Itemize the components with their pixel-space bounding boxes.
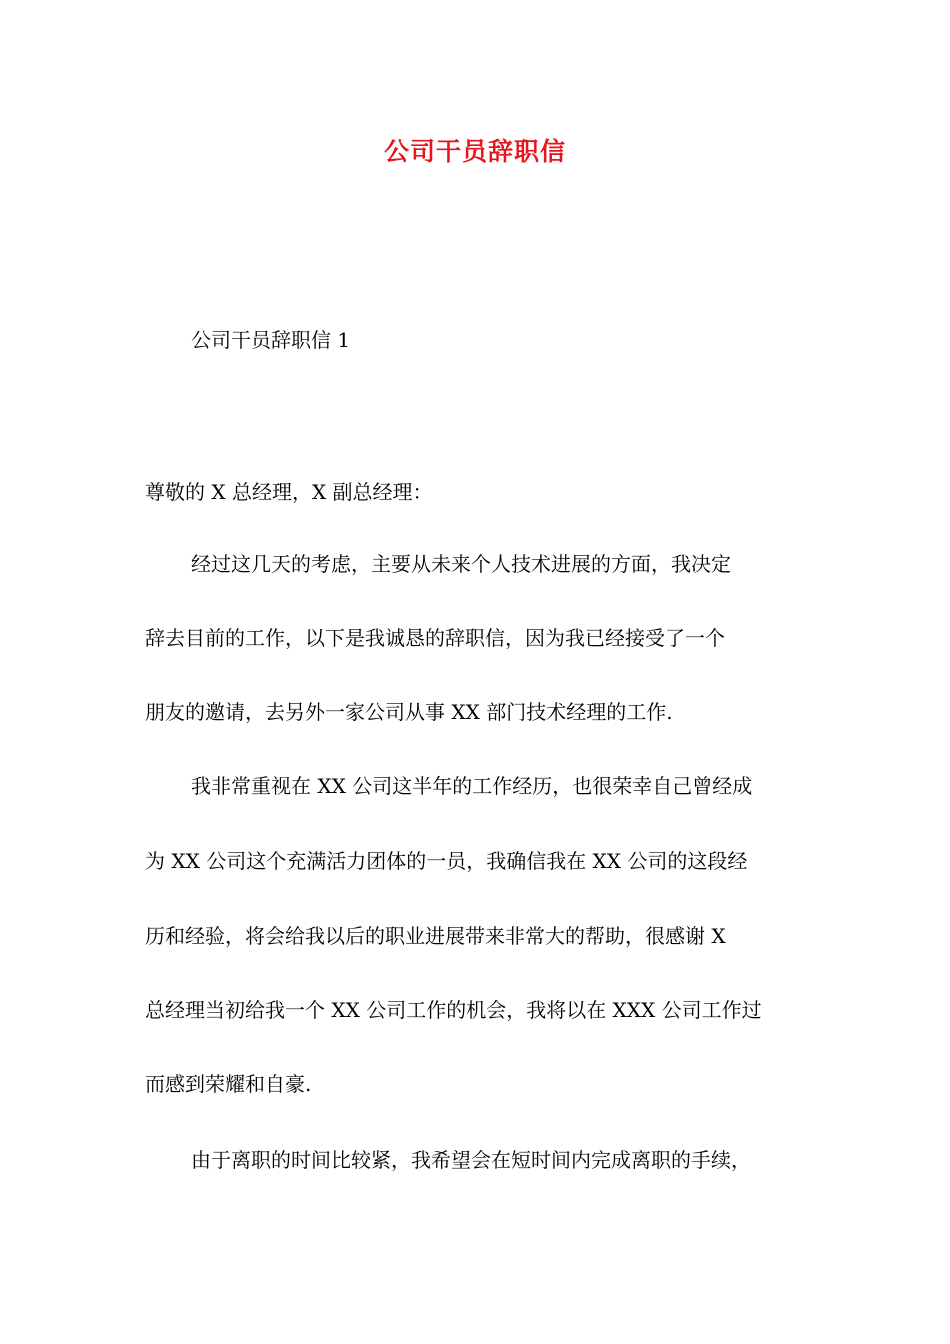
body-line: 而感到荣耀和自豪. — [145, 1072, 312, 1096]
section-heading: 公司干员辞职信 1 — [191, 328, 351, 352]
body-line: 由于离职的时间比较紧，我希望会在短时间内完成离职的手续， — [191, 1148, 751, 1172]
body-line: 我非常重视在 XX 公司这半年的工作经历，也很荣幸自己曾经成 — [191, 774, 753, 798]
body-line: 经过这几天的考虑，主要从未来个人技术进展的方面，我决定 — [191, 552, 731, 576]
body-line: 朋友的邀请，去另外一家公司从事 XX 部门技术经理的工作. — [145, 700, 673, 724]
body-line: 历和经验，将会给我以后的职业进展带来非常大的帮助，很感谢 X — [145, 924, 726, 948]
body-line: 为 XX 公司这个充满活力团体的一员，我确信我在 XX 公司的这段经 — [145, 849, 748, 873]
salutation: 尊敬的 X 总经理，X 副总经理： — [145, 480, 433, 504]
body-line: 总经理当初给我一个 XX 公司工作的机会，我将以在 XXX 公司工作过 — [145, 998, 762, 1022]
body-line: 辞去目前的工作，以下是我诚恳的辞职信，因为我已经接受了一个 — [145, 626, 725, 650]
document-title: 公司干员辞职信 — [383, 137, 566, 166]
